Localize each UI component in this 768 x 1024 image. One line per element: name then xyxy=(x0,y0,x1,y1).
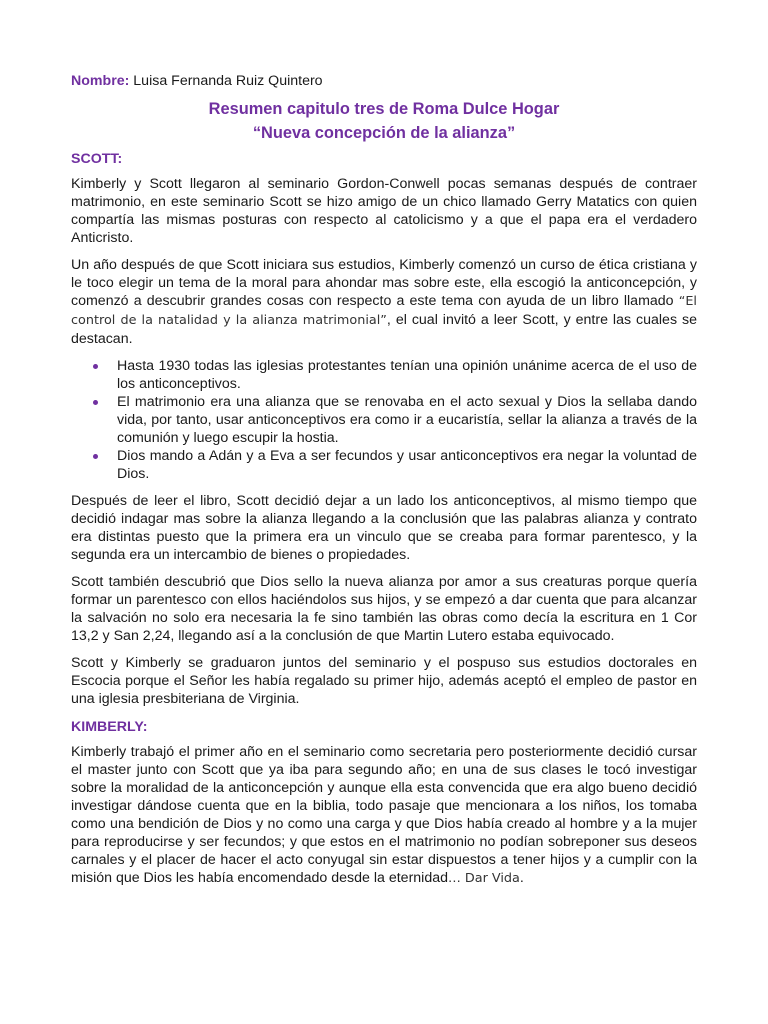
book-title: “El control de la natalidad y la alianza matrimonial” xyxy=(71,294,697,328)
paragraph-period: . xyxy=(519,870,524,886)
paragraph xyxy=(71,256,697,348)
name-value: Luisa Fernanda Ruiz Quintero xyxy=(133,73,323,89)
paragraph: Scott y Kimberly se graduaron juntos del seminario y el pospuso sus estudios doctorales en Escocia porque el Señor les había regalado su primer hijo, además aceptó el empleo de pastor en una iglesia presbiteriana de Virginia. xyxy=(71,655,697,707)
name-label: Nombre: xyxy=(71,73,130,89)
paragraph-text: Un año después de que Scott iniciara sus estudios, Kimberly comenzó un curso de ética cristiana y le toco elegir un tema de la moral para ahondar mas sobre este, ella escogió la anticoncepción, y comenzó a descubrir grandes cosas con respecto a este tema con ayuda de un libro llamado xyxy=(71,257,697,309)
paragraph xyxy=(71,743,697,888)
bullet-list xyxy=(71,357,697,483)
paragraph: Kimberly y Scott llegaron al seminario Gordon-Conwell pocas semanas después de contraer matrimonio, en este seminario Scott se hizo amigo de un chico llamado Gerry Matatics con quien compartía las mismas posturas con respecto al catolicismo y a que el papa era el verdadero Anticristo. xyxy=(71,176,697,246)
list-item: El matrimonio era una alianza que se renovaba en el acto sexual y Dios la sellaba dando vida, por tanto, usar anticonceptivos era como ir a eucaristía, sellar la alianza a través de la comunión y luego escupir la hostia. xyxy=(117,394,697,446)
author-line xyxy=(71,71,697,91)
document-subtitle: “Nueva concepción de la alianza” xyxy=(252,124,516,142)
paragraph-text: , el cual invitó a leer Scott, y entre las cuales se destacan. xyxy=(71,312,697,347)
list-item: Hasta 1930 todas las iglesias protestantes tenían una opinión unánime acerca de el uso de los anticonceptivos. xyxy=(117,358,697,392)
section-heading-scott: SCOTT: xyxy=(71,151,123,167)
section-heading-kimberly: KIMBERLY: xyxy=(71,719,148,735)
paragraph: Después de leer el libro, Scott decidió dejar a un lado los anticonceptivos, al mismo tiempo que decidió indagar mas sobre la alianza llegando a la conclusión que las palabras alianza y contrato era distintas puesto que la primera era un vinculo que se creaba para formar parentesco, y la segunda era un intercambio de bienes o propiedades. xyxy=(71,493,697,563)
list-item: Dios mando a Adán y a Eva a ser fecundos y usar anticonceptivos era negar la voluntad de Dios. xyxy=(117,448,697,482)
document-title: Resumen capitulo tres de Roma Dulce Hogar xyxy=(208,100,560,118)
paragraph: Scott también descubrió que Dios sello la nueva alianza por amor a sus creaturas porque quería formar un parentesco con ellos haciéndolos sus hijos, y se empezó a dar cuenta que para alcanzar la salvación no solo era necesaria la fe sino también las obras como decía la escritura en 1 Cor 13,2 y San 2,24, llegando así a la conclusión de que Martin Lutero estaba equivocado. xyxy=(71,574,697,644)
paragraph-ending: … Dar Vida xyxy=(448,871,520,886)
paragraph-text: Kimberly trabajó el primer año en el seminario como secretaria pero posteriormente decidió cursar el master junto con Scott que ya iba para segundo año; en una de sus clases le tocó investigar sobre la moralidad de la anticoncepción y aunque ella esta convencida que era algo bueno decidió investigar dándose cuenta que en la biblia, todo pasaje que mencionara a los niños, los tomaba como una bendición de Dios y no como una carga y que Dios había creado al hombre y a la mujer para reproducirse y ser fecundos; y que estos en el matrimonio no podían sobreponer sus deseos carnales y el placer de hacer el acto conyugal sin estar dispuestos a tener hijos y a cumplir con la misión que Dios les había encomendado desde la eternidad xyxy=(71,744,697,886)
